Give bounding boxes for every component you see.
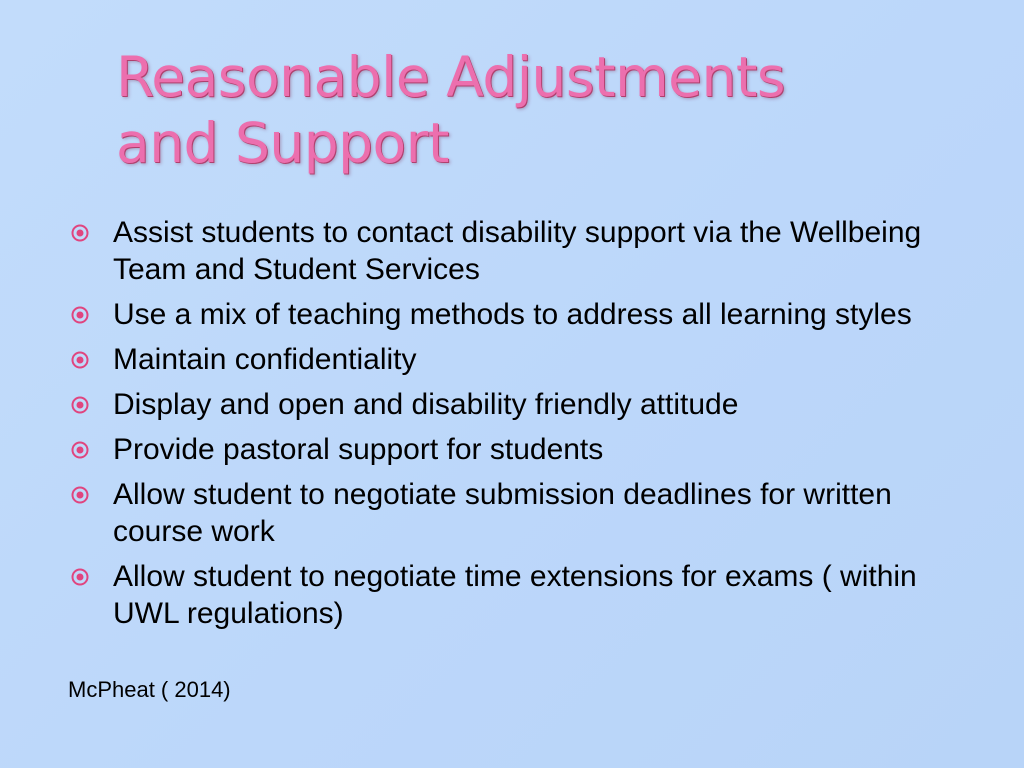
circled-dot-bullet-icon xyxy=(71,396,89,414)
bullet-item xyxy=(68,214,958,288)
slide-title-line-1: Reasonable Adjustments xyxy=(116,45,786,109)
circled-dot-bullet-icon xyxy=(71,224,89,242)
circled-dot-bullet-icon xyxy=(71,486,89,504)
bullet-text: Allow student to negotiate time extensions for exams ( within UWL regulations) xyxy=(113,560,917,630)
bullet-text: Assist students to contact disability support via the Wellbeing Team and Student Services xyxy=(113,216,922,286)
bullet-item xyxy=(68,386,958,423)
bullet-text: Allow student to negotiate submission deadlines for written course work xyxy=(113,478,892,548)
circled-dot-bullet-icon xyxy=(71,441,89,459)
bullet-item xyxy=(68,341,958,378)
slide-title xyxy=(116,44,936,176)
bullet-text: Display and open and disability friendly attitude xyxy=(113,388,739,421)
bullet-item xyxy=(68,431,958,468)
bullet-item xyxy=(68,296,958,333)
citation: McPheat ( 2014) xyxy=(68,677,231,702)
circled-dot-bullet-icon xyxy=(71,351,89,369)
slide-title-line-2: and Support xyxy=(116,111,449,175)
bullet-item xyxy=(68,476,958,550)
bullet-text: Provide pastoral support for students xyxy=(113,433,604,466)
bullet-item xyxy=(68,558,958,632)
circled-dot-bullet-icon xyxy=(71,568,89,586)
bullet-list xyxy=(68,214,958,640)
bullet-text: Use a mix of teaching methods to address all learning styles xyxy=(113,298,912,331)
bullet-text: Maintain confidentiality xyxy=(113,343,417,376)
circled-dot-bullet-icon xyxy=(71,306,89,324)
